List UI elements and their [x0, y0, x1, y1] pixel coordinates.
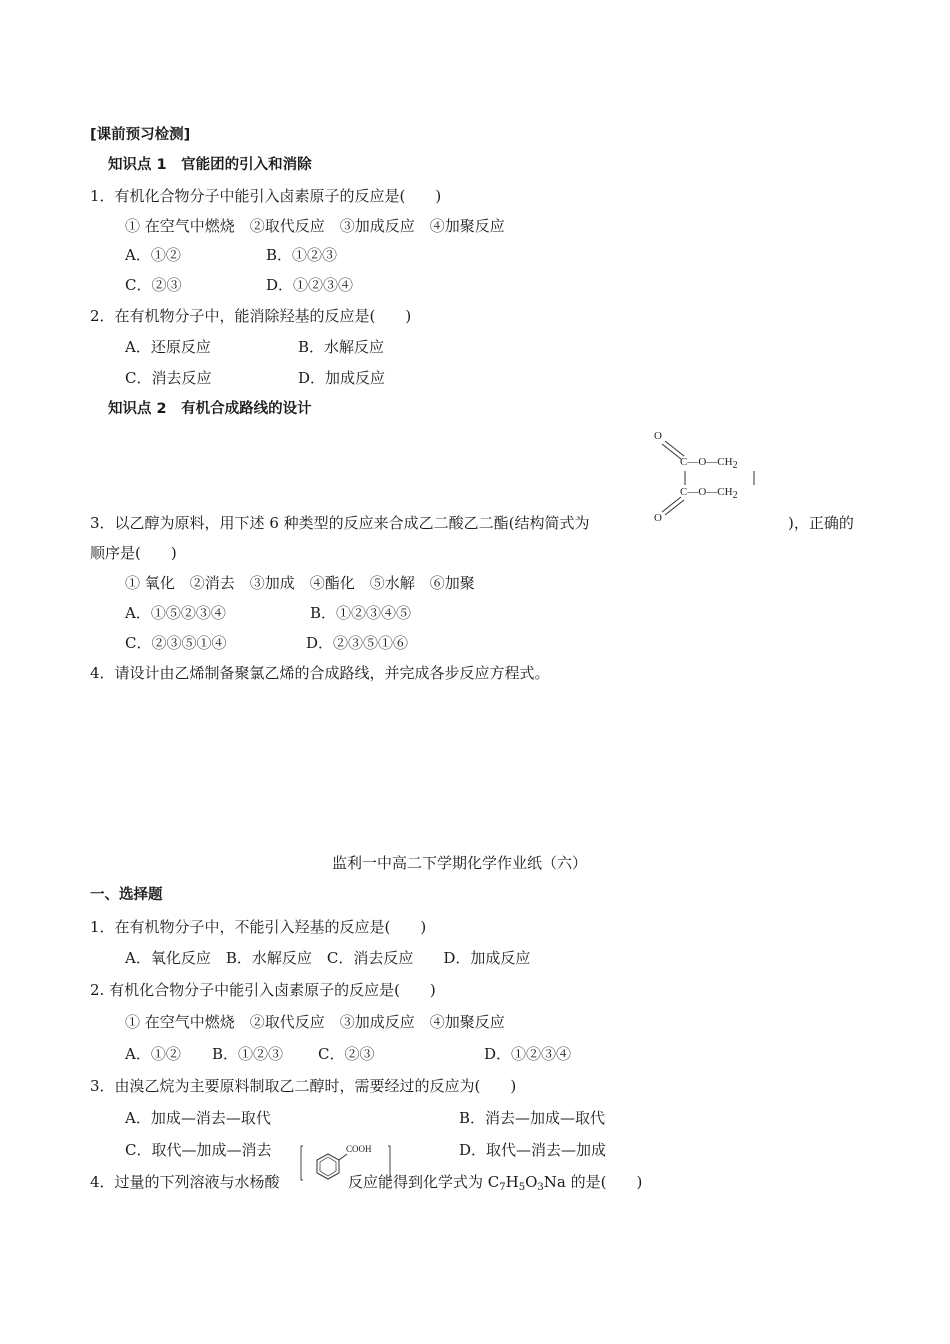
question-3-items: ① 氧化 ②消去 ③加成 ④酯化 ⑤水解 ⑥加聚: [125, 574, 475, 592]
question-4-stem: 4．请设计由乙烯制备聚氯乙烯的合成路线，并完成各步反应方程式。: [90, 664, 550, 682]
question-2-option-d: D．加成反应: [298, 369, 386, 387]
question-3-stem: 3．以乙醇为原料，用下述 6 种类型的反应来合成乙二酸乙二酯(结构简式为: [90, 514, 590, 532]
hw-question-3-option-c: C．取代—加成—消去: [125, 1141, 272, 1159]
question-1-option-c: C．②③: [125, 276, 182, 294]
knowledge-point-1: 知识点 1 官能团的引入和消除: [108, 157, 312, 173]
hw-question-3-option-d: D．取代—消去—加成: [459, 1141, 607, 1159]
hw-question-2-option-c: C．②③: [318, 1045, 375, 1063]
question-2-stem: 2．在有机物分子中，能消除羟基的反应是( ): [90, 307, 412, 325]
structure-o-top: O: [654, 430, 662, 442]
knowledge-point-2: 知识点 2 有机合成路线的设计: [108, 401, 312, 417]
question-1-option-b: B．①②③: [266, 246, 338, 264]
structure-row-1: $C—O—CH_2$: [680, 456, 738, 471]
cooh-label: COOH: [346, 1144, 372, 1154]
hw-question-3-stem: 3．由溴乙烷为主要原料制取乙二醇时，需要经过的反应为( ): [90, 1077, 517, 1095]
hw-question-2-option-b: B．①②③: [212, 1045, 284, 1063]
hw-question-2-option-a: A．①②: [125, 1045, 181, 1063]
question-1-items: ① 在空气中燃烧 ②取代反应 ③加成反应 ④加聚反应: [125, 217, 505, 235]
hw-question-3-option-a: A．加成—消去—取代: [125, 1109, 271, 1127]
question-3-option-b: B．①②③④⑤: [310, 604, 412, 622]
hw-question-2-items: ① 在空气中燃烧 ②取代反应 ③加成反应 ④加聚反应: [125, 1013, 505, 1031]
structure-bonds: [648, 428, 788, 528]
question-3-stem-line2: 顺序是( ): [90, 544, 177, 562]
question-2-option-b: B．水解反应: [298, 338, 385, 356]
homework-section-heading: 一、选择题: [90, 887, 163, 903]
question-3-option-c: C．②③⑤①④: [125, 634, 227, 652]
homework-title: 监利一中高二下学期化学作业纸（六）: [332, 854, 588, 872]
hw-question-1-stem: 1．在有机物分子中，不能引入羟基的反应是( ): [90, 918, 427, 936]
hw-question-1-options: A．氧化反应 B．水解反应 C．消去反应 D．加成反应: [125, 949, 531, 967]
section-heading: [课前预习检测]: [90, 127, 191, 143]
hw-question-3-option-b: B．消去—加成—取代: [459, 1109, 606, 1127]
structure-o-bottom: O: [654, 512, 662, 524]
question-2-option-a: A．还原反应: [125, 338, 211, 356]
hw-question-4-stem: 4．过量的下列溶液与水杨酸: [90, 1173, 280, 1191]
question-1-option-a: A．①②: [125, 246, 181, 264]
question-1-stem: 1．有机化合物分子中能引入卤素原子的反应是( ): [90, 187, 442, 205]
ester-structure: [648, 428, 788, 528]
hw-question-2-option-d: D．①②③④: [484, 1045, 572, 1063]
structure-row-2: $C—O—CH_2$: [680, 486, 738, 501]
question-3-stem-end: )，正确的: [788, 514, 854, 532]
hw-question-2-stem: 2. 有机化合物分子中能引入卤素原子的反应是( ): [90, 981, 436, 999]
question-2-option-c: C．消去反应: [125, 369, 212, 387]
question-3-option-d: D．②③⑤①⑥: [306, 634, 409, 652]
hw-question-4-stem-end: 反应能得到化学式为 $C_7H_5O_3Na$ 的是( ): [348, 1173, 643, 1193]
question-3-option-a: A．①⑤②③④: [125, 604, 226, 622]
question-1-option-d: D．①②③④: [266, 276, 354, 294]
